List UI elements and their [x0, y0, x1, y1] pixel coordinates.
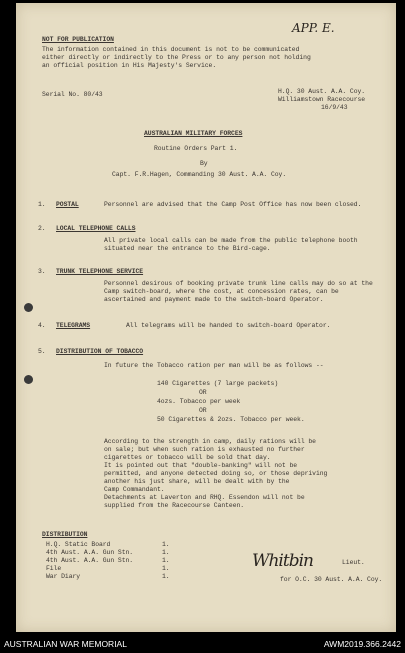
rule-line: According to the strength in camp, daily rations will be	[104, 438, 316, 445]
force-title: AUSTRALIAN MILITARY FORCES	[144, 130, 243, 137]
item-heading: POSTAL	[56, 201, 79, 208]
distribution-name: 4th Aust. A.A. Gun Stn.	[46, 549, 134, 556]
tobacco-or: OR	[199, 389, 207, 396]
serial-number: Serial No. 80/43	[42, 91, 103, 98]
distribution-count: 1.	[162, 565, 170, 572]
item-text: Personnel desirous of booking private trunk line calls may do so at the Camp switch-board, where the cost, at concession rates, can be ascertained and payment made to the switch-board Operator.	[104, 280, 373, 303]
footer-institution: AUSTRALIAN WAR MEMORIAL	[4, 639, 127, 649]
item-number: 1.	[38, 201, 46, 208]
rule-line: Camp Commandant.	[104, 486, 165, 493]
footer-accession: AWM2019.366.2442	[323, 639, 401, 649]
item-text: All telegrams will be handed to switch-board Operator.	[126, 322, 331, 329]
tobacco-option: 4ozs. Tobacco per week	[157, 398, 241, 405]
punch-hole	[24, 375, 33, 384]
item-heading: LOCAL TELEPHONE CALLS	[56, 225, 136, 232]
rule-line: cigarettes or tobacco will be sold that day.	[104, 454, 271, 461]
item-number: 4.	[38, 322, 46, 329]
notice-line: The information contained in this document is not to be communicated	[42, 46, 300, 53]
distribution-name: War Diary	[46, 573, 81, 580]
rule-line: another his just share, will be dealt with by the	[104, 478, 290, 485]
distribution-count: 1.	[162, 541, 170, 548]
tobacco-or: OR	[199, 407, 207, 414]
item-text: All private local calls can be made from the public telephone booth situated near the entrance to the Bird-cage.	[104, 237, 358, 252]
tobacco-option: 140 Cigarettes (7 large packets)	[157, 380, 279, 387]
restriction-heading: NOT FOR PUBLICATION	[42, 36, 114, 43]
rule-line: permitted, and anyone detected doing so, or those depriving	[104, 470, 328, 477]
distribution-count: 1.	[162, 557, 170, 564]
origin-line: Williamstown Racecourse	[278, 96, 366, 103]
item-number: 2.	[38, 225, 46, 232]
punch-hole	[24, 303, 33, 312]
document-date: 16/9/43	[321, 104, 348, 111]
orders-title: Routine Orders Part 1.	[154, 145, 238, 152]
item-heading: TELEGRAMS	[56, 322, 91, 329]
tobacco-option: 50 Cigarettes & 2ozs. Tobacco per week.	[157, 416, 305, 423]
distribution-name: H.Q. Static Board	[46, 541, 111, 548]
distribution-name: File	[46, 565, 62, 572]
item-text: Personnel are advised that the Camp Post Office has now been closed.	[104, 201, 362, 208]
rule-line: on sale; but when such ration is exhausted no further	[104, 446, 305, 453]
footer-bar	[0, 636, 405, 653]
officer-line: Capt. F.R.Hagen, Commanding 30 Aust. A.A. Coy.	[112, 171, 287, 178]
signature-rank: Lieut.	[342, 559, 365, 566]
signature-for-line: for O.C. 30 Aust. A.A. Coy.	[280, 576, 383, 583]
item-text: In future the Tobacco ration per man will be as follows --	[104, 362, 324, 369]
signature: Whitbin	[252, 551, 313, 571]
origin-line: H.Q. 30 Aust. A.A. Coy.	[278, 88, 366, 95]
document-page	[16, 3, 396, 632]
notice-line: an official position in His Majesty's Service.	[42, 62, 217, 69]
item-number: 5.	[38, 348, 46, 355]
distribution-count: 1.	[162, 549, 170, 556]
appendix-stamp: APP. E.	[292, 21, 335, 35]
notice-line: either directly or indirectly to the Press or to any person not holding	[42, 54, 311, 61]
item-heading: TRUNK TELEPHONE SERVICE	[56, 268, 144, 275]
distribution-name: 4th Aust. A.A. Gun Stn.	[46, 557, 134, 564]
item-number: 3.	[38, 268, 46, 275]
rule-line: It is pointed out that "double-banking" will not be	[104, 462, 298, 469]
rule-line: supplied from the Racecourse Canteen.	[104, 502, 245, 509]
by-line: By	[200, 160, 208, 167]
distribution-count: 1.	[162, 573, 170, 580]
rule-line: Detachments at Laverton and RHQ. Essendon will not be	[104, 494, 305, 501]
item-heading: DISTRIBUTION OF TOBACCO	[56, 348, 144, 355]
distribution-heading: DISTRIBUTION	[42, 531, 88, 538]
